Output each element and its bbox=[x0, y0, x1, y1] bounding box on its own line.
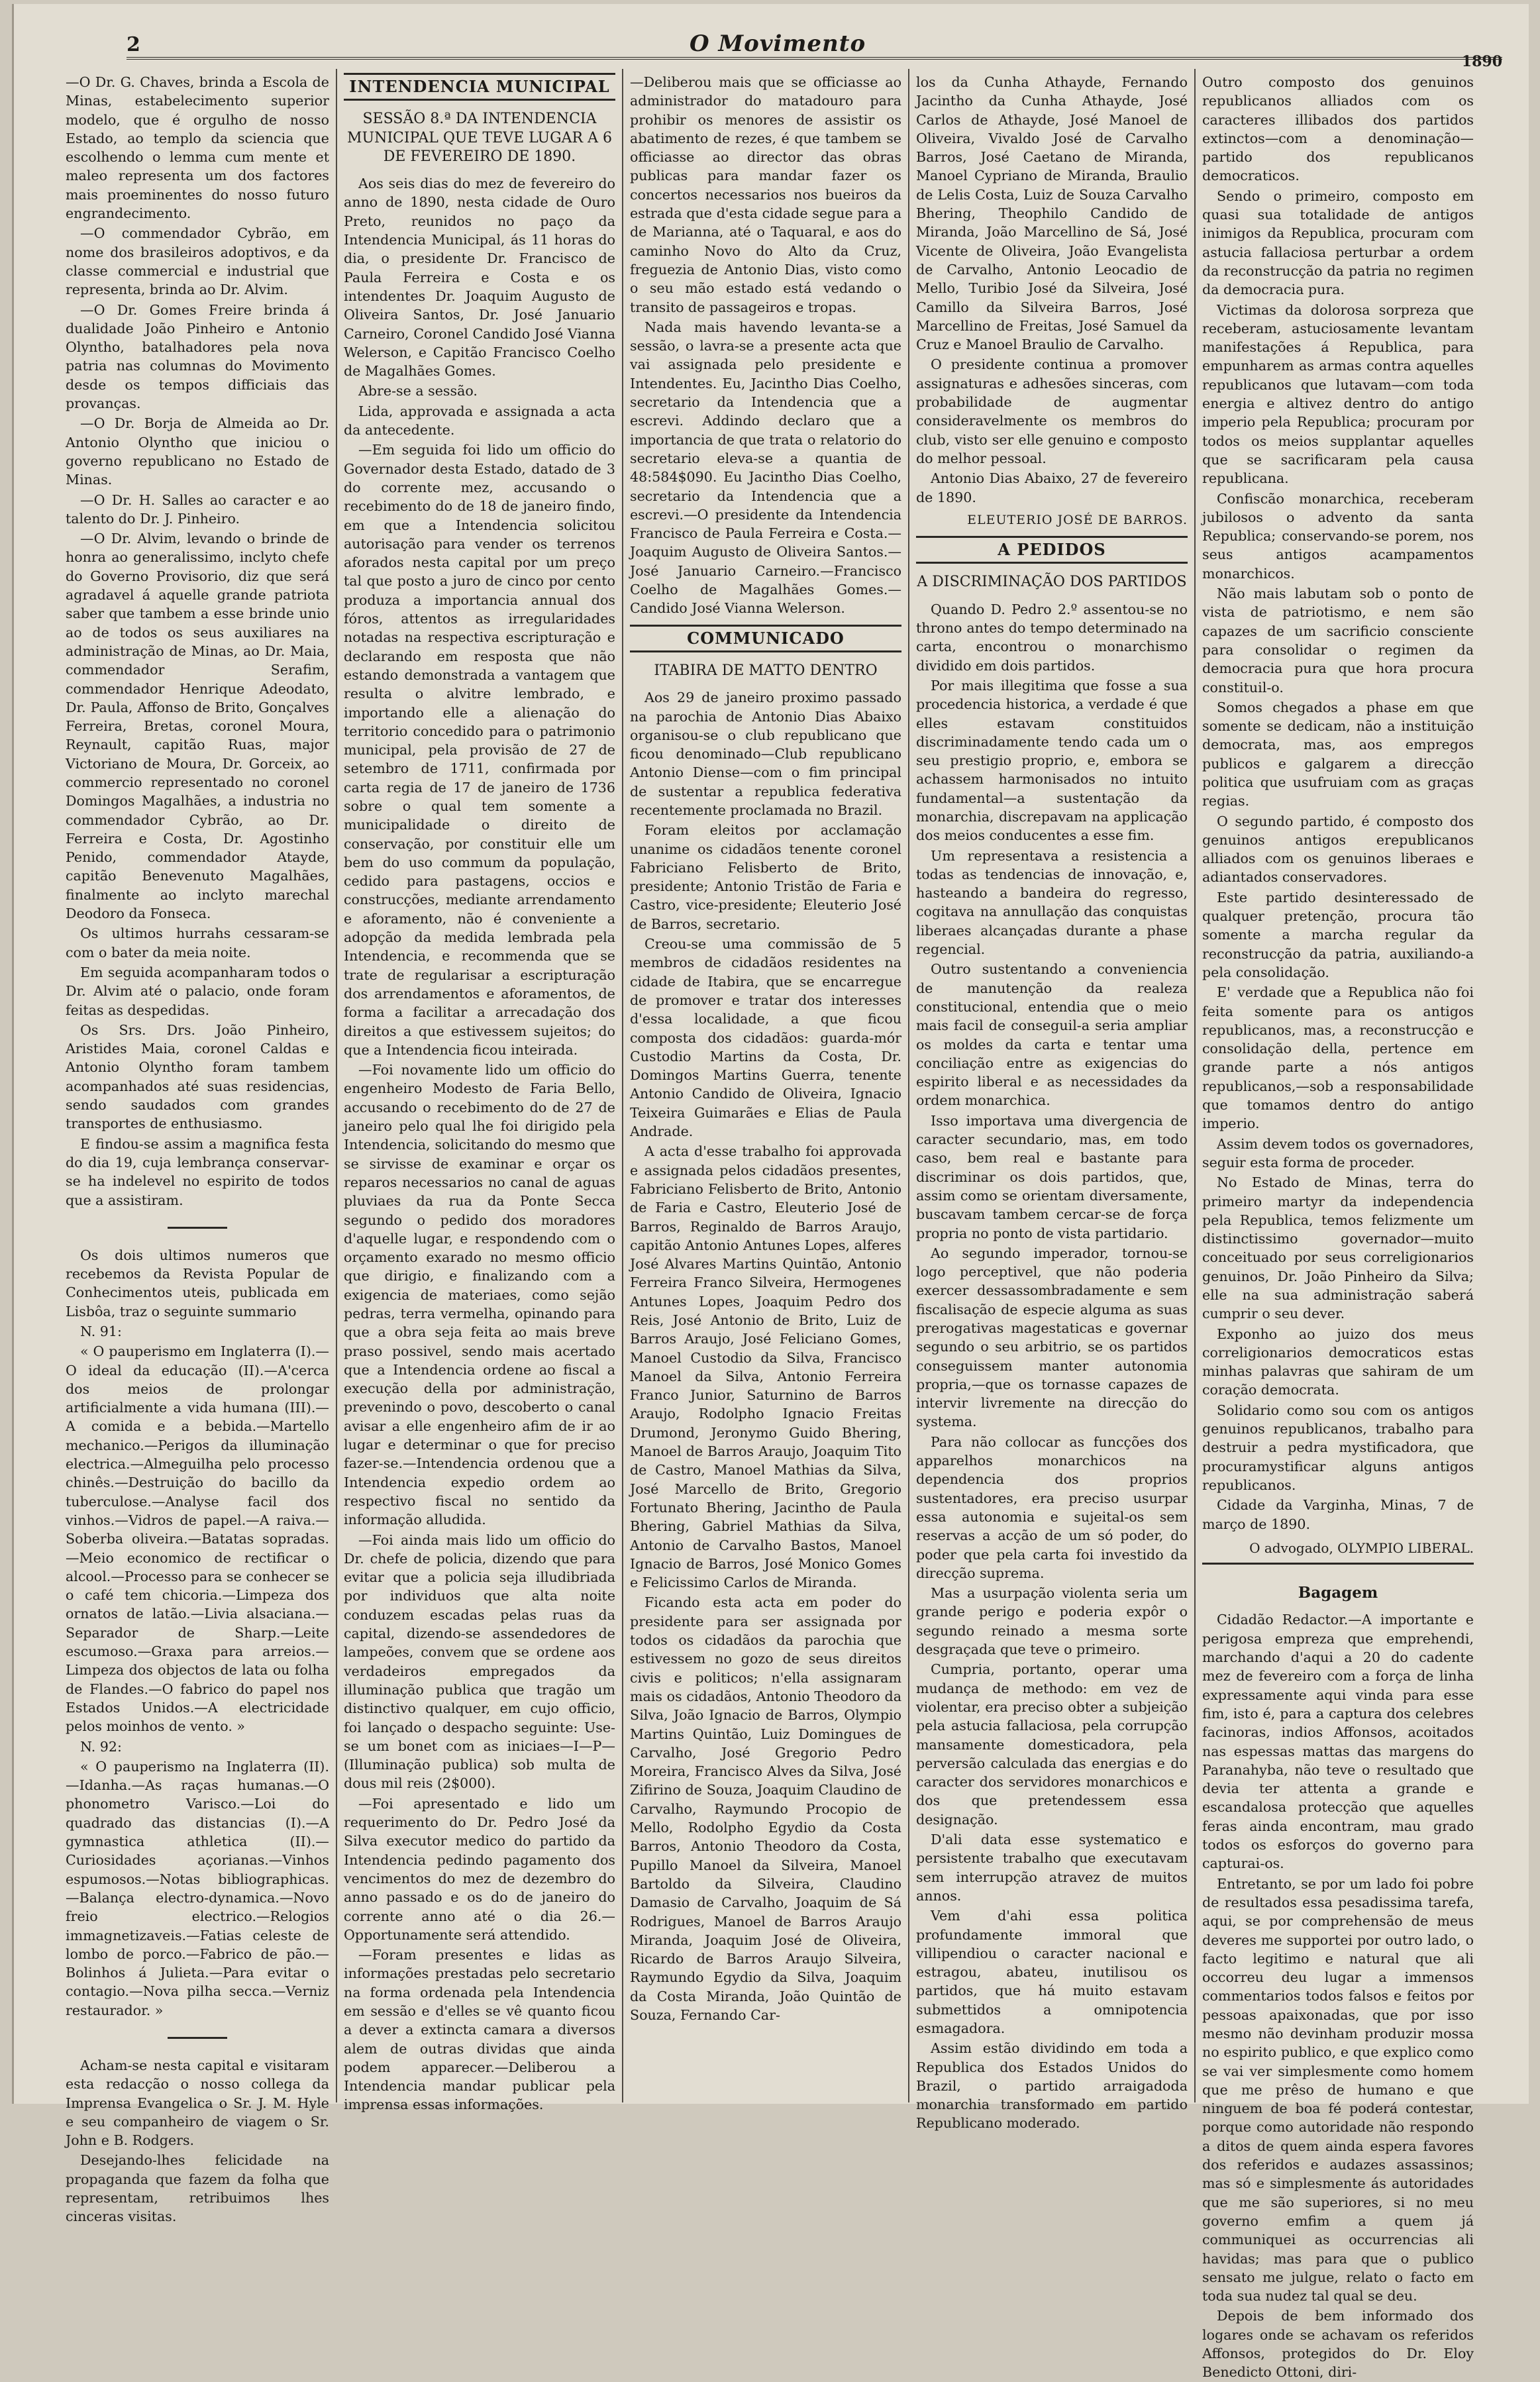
paragraph: Abre-se a sessão. bbox=[358, 383, 478, 399]
section-title-bagagem: Bagagem bbox=[1298, 1584, 1378, 1602]
section-subhead: SESSÃO 8.ª DA INTENDENCIA MUNICIPAL QUE TEVE LUGAR A 6 DE FEVEREIRO DE 1890. bbox=[347, 111, 612, 165]
paragraph: E' verdade que a Republica não foi feita somente para os antigos republicanos, mas, a reconstrucção e consolidação della, pertence em grande parte a nós antigos republicanos,—sob a responsabilidade que tomamos dentro do antigo imperio. bbox=[1202, 984, 1474, 1132]
column-1 bbox=[66, 73, 329, 2225]
section-divider bbox=[168, 2037, 227, 2039]
paragraph: Foram eleitos por acclamação unanime os cidadãos tenente coronel Fabriciano Felisberto de Brito, presidente; Antonio Tristão de Faria e Castro, vice-presidente; Eleuterio José de Barros, secretario. bbox=[630, 822, 901, 932]
masthead bbox=[14, 4, 1529, 70]
column-2 bbox=[344, 73, 615, 2113]
paragraph: Sendo o primeiro, composto em quasi sua totalidade de antigos inimigos da Republica, procuram com astucia fallaciosa perturbar a ordem da reconstrucção da patria no regimen da democracia pura. bbox=[1202, 187, 1474, 298]
paragraph: Em seguida acompanharam todos o Dr. Alvim até o palacio, onde foram feitas as despedidas. bbox=[66, 964, 329, 1018]
paragraph: —O Dr. G. Chaves, brinda a Escola de Minas, estabelecimento superior modelo, que é orgulho de nosso Estado, ao templo da sciencia que escolhendo o lemma cum mente et maleo representa um dos factores mais proeminentes do nosso futuro engrandecimento. bbox=[66, 74, 329, 222]
paragraph: —O Dr. Gomes Freire brinda á dualidade João Pinheiro e Antonio Olyntho, batalhadores pela nova patria nas columnas do Movimento desde os tempos difficiais das provanças. bbox=[66, 301, 329, 412]
section-banner-communicado: COMMUNICADO bbox=[630, 625, 901, 652]
paragraph: Este partido desinteressado de qualquer pretenção, procura tão somente a marcha regular da reconstrucção da patria, auxiliando-a pela consolidação. bbox=[1202, 889, 1474, 980]
paragraph: Entretanto, se por um lado foi pobre de resultados essa pesadissima tarefa, aqui, se por comprehensão de meus deveres me supportei por outro lado, o facto legitimo e natural que ali occorreu deu lugar a immensos commentarios todos falsos e feitos por pessoas apaixonadas, que por isso mesmo não devinham produzir mossa no espirito publico, e que explico como se vai ver simplesmente como homem que me prêso de humano e que ninguem de boa fé poderá contestar, porque como autoridade não respondo a ditos de quem ainda espera favores dos referidos e audazes assassinos; mas só e simplesmente ás autoridades que me são superiores, si no meu governo emfim a quem já communiquei as occurrencias ali havidas; mas para que o publico sensato me julgue, relato o facto em toda sua nudez tal qual se deu. bbox=[1202, 1875, 1474, 2304]
paragraph: Cidadão Redactor.—A importante e perigosa empreza que emprehendi, marchando d'aqui a 20 do cadente mez de fevereiro com a força de linha expressamente aqui vinda para esse fim, isto é, para a captura dos celebres facinoras, indios Affonsos, acoitados nas espessas mattas das margens do Paranahyba, não teve o resultado que devia ter attenta a grande e escandalosa protecção que aquelles feras ainda encontram, mau grado todos os esforços do governo para capturai-os. bbox=[1202, 1612, 1474, 1872]
paragraph: Os ultimos hurrahs cessaram-se com o bater da meia noite. bbox=[66, 925, 329, 960]
paragraph: A acta d'esse trabalho foi approvada e assignada pelos cidadãos presentes, Fabriciano Felisberto de Brito, Antonio de Faria e Castro, Eleuterio José de Barros, Reginaldo de Barros Araujo, capitão Antonio Antunes Lopes, alferes José Alvares Martins Quintão, Antonio Ferreira Franco Silveira, Hermogenes Antunes Lopes, Joaquim Pedro dos Reis, José Antonio de Brito, Luiz de Barros Araujo, José Feliciano Gomes, Manoel Custodio da Silva, Francisco Manoel da Silva, Antonio Ferreira Franco Junior, Saturnino de Barros Araujo, Rodolpho Ignacio Freitas Drumond, Jeronymo Guido Bhering, Manoel de Barros Araujo, Joaquim Tito de Castro, Manoel Mathias da Silva, José Marcello de Brito, Gregorio Fortunato Bhering, Jacintho de Paula Bhering, Gabriel Mathias da Silva, Antonio de Carvalho Bastos, Manoel Ignacio de Barros, José Monico Gomes e Felicissimo Carlos de Miranda. bbox=[630, 1143, 901, 1591]
section-subhead: ITABIRA DE MATTO DENTRO bbox=[654, 662, 878, 679]
paragraph: « O pauperismo em Inglaterra (I).—O ideal da educação (II).—A'cerca dos meios de prolongar artificialmente a vida humana (III).—A comida e a bebida.—Martello mechanico.—Perigos da illuminação electrica.—Almeguilha pelo processo chinês.—Destruição do bacillo da tuberculose.—Analyse facil dos vinhos.—Vidros de papel.—A raiva.—Soberba oliveira.—Batatas sopradas.—Meio economico de rectificar o alcool.—Processo para se conhecer se o café tem chicoria.—Limpeza dos ornatos de latão.—Livia alsaciana.—Separador de Sharp.—Leite escumoso.—Graxa para arreios.—Limpeza dos objectos de lata ou folha de Flandes.—O fabrico do papel nos Estados Unidos.—A electricidade pelos moinhos de vento. » bbox=[66, 1343, 329, 1735]
column-3 bbox=[630, 73, 901, 2100]
paragraph: Confiscão monarchica, receberam jubilosos o advento da santa Republica; conservando-se porem, nos seus antigos acampamentos monarchicos. bbox=[1202, 490, 1474, 582]
paragraph: Vem d'ahi essa politica profundamente immoral que villipendiou o caracter nacional e estragou, abateu, inutilisou os partidos, que há muito estavam submettidos a omnipotencia esmagadora. bbox=[916, 1908, 1188, 2036]
section-divider bbox=[168, 1227, 227, 1229]
paragraph: Assim devem todos os governadores, seguir esta forma de proceder. bbox=[1202, 1135, 1474, 1170]
newspaper-title: O Movimento bbox=[690, 30, 866, 57]
paragraph: Creou-se uma commissão de 5 membros de cidadãos residentes na cidade de Itabira, que se encarregue de promover e tratar dos interesses d'essa localidade, a que ficou composta dos cidadãos: guarda-mór Custodio Martins da Costa, Dr. Domingos Martins Guerra, tenente Antonio Candido de Oliveira, Ignacio Teixeira Guimarães e Elias de Paula Andrade. bbox=[630, 936, 901, 1140]
paragraph: D'ali data esse systematico e persistente trabalho que executavam sem interrupção atravez de muitos annos. bbox=[916, 1832, 1188, 1904]
section-banner-a-pedidos: A PEDIDOS bbox=[916, 536, 1188, 564]
paragraph: —O Dr. Alvim, levando o brinde de honra ao generalissimo, inclyto chefe do Governo Provisorio, diz que será agradavel á aquelle grande patriota saber que tambem a esse brinde unio ao de todos os seus auxiliares na administração de Minas, ao Dr. Maia, commendador Serafim, commendador Henrique Adeodato, Dr. Paula, Affonso de Brito, Gonçalves Ferreira, Bretas, coronel Moura, Reynault, capitão Ruas, major Victoriano de Moura, Dr. Gorceix, ao commercio representado no coronel Domingos Magalhães, a industria no commendador Cybrão, ao Dr. Ferreira e Costa, Dr. Agostinho Penido, commendador Atayde, capitão Benevenuto Magalhães, finalmente ao inclyto marechal Deodoro da Fonseca. bbox=[66, 531, 329, 922]
paragraph: —O Dr. Borja de Almeida ao Dr. Antonio Olyntho que iniciou o governo republicano no Estado de Minas. bbox=[66, 415, 329, 488]
paragraph: Ficando esta acta em poder do presidente para ser assignada por todos os cidadãos da parochia que estivessem no gozo de seus direitos civis e politicos; n'ella assignaram mais os cidadãos, Antonio Theodoro da Silva, João Ignacio de Barros, Olympio Martins Quintão, Luiz Domingues de Carvalho, José Gregorio Pedro Moreira, Francisco Alves da Silva, José Zifirino de Souza, Joaquim Claudino de Carvalho, Raymundo Procopio de Mello, Rodolpho Egydio da Costa Barros, Antonio Theodoro da Costa, Pupillo Manoel da Silveira, Manoel Bartoldo da Silveira, Claudino Damasio de Carvalho, Joaquim de Sá Rodrigues, Manoel de Barros Araujo Miranda, Joaquim José de Oliveira, Ricardo de Barros Araujo Silveira, Raymundo Egydio da Silva, Joaquim da Costa Miranda, João Quintão de Souza, Fernando Car- bbox=[630, 1594, 901, 2023]
paragraph: « O pauperismo na Inglaterra (II).—Idanha.—As raças humanas.—O phonometro Varisco.—Loi do quadrado das distancias (I).—A gymnastica athletica (II).—Curiosidades açorianas.—Vinhos espumosos.—Notas bibliographicas.—Balança electro-dynamica.—Novo freio electrico.—Relogios immagnetizaveis.—Fatias celeste de lombo de porco.—Fabrico de pão.—Bolinhos á Julieta.—Para evitar o contagio.—Nova pilha secca.—Verniz restaurador. » bbox=[66, 1758, 329, 2018]
paragraph: Solidario como sou com os antigos genuinos republicanos, trabalho para destruir a pedra mystificadora, que procuramystificar alguns antigos republicanos. bbox=[1202, 1402, 1474, 1493]
paragraph: Ao segundo imperador, tornou-se logo perceptivel, que não poderia exercer dessassombradamente e sem fiscalisação de especie alguma as suas prerogativas magestaticas e governar segundo o seu arbitrio, se os partidos conseguissem manter autonomia propria,—que os tornasse capazes de intervir livremente na direcção do systema. bbox=[916, 1245, 1188, 1430]
column-separator bbox=[1194, 69, 1196, 2102]
section-subhead: A DISCRIMINAÇÃO DOS PARTIDOS bbox=[917, 574, 1187, 591]
paragraph: Depois de bem informado dos logares onde se achavam os referidos Affonsos, protegidos do Dr. Eloy Benedicto Ottoni, diri- bbox=[1202, 2308, 1474, 2381]
page-number-right: 1890 bbox=[1461, 53, 1502, 70]
paragraph: —Em seguida foi lido um officio do Governador desta Estado, datado de 3 do corrente mez, accusando o recebimento do de 18 de janeiro findo, em que a Intendencia solicitou autorisação para vender os terrenos aforados nesta capital por um preço tal que posto a juro de cinco por cento produza a importancia annual dos fóros, attentos as irregularidades notadas na respectiva escripturação e declarando em resposta que não estando demonstrada a vantagem que resulta o alvitre lembrado, e importando elle a alienação do territorio concedido para o patrimonio municipal, pela provisão de 27 de setembro de 1711, confirmada por carta regia de 17 de janeiro de 1736 sobre o qual tem somente a municipalidade o direito de conservação, por constituir elle um bem do uso commum da população, cedido para pastagens, occios e construcções, mediante arrendamento e aforamento, não é conveniente a adopção da medida lembrada pela Intendencia, e recommenda que se trate de regularisar a escripturação dos arrendamentos e aforamentos, de forma a facilitar a arrecadação dos direitos a que estivessem sujeitos; do que a Intendencia ficou inteirada. bbox=[344, 442, 615, 1058]
paragraph: —O commendador Cybrão, em nome dos brasileiros adoptivos, e da classe commercial e industrial que representa, brinda ao Dr. Alvim. bbox=[66, 225, 329, 298]
paragraph: Lida, approvada e assignada a acta da antecedente. bbox=[344, 403, 615, 439]
paragraph: E findou-se assim a magnifica festa do dia 19, cuja lembrança conservar-se ha indelevel no espirito de todos que a assistiram. bbox=[66, 1135, 329, 1208]
paragraph: Para não collocar as funcções dos apparelhos monarchicos na dependencia dos proprios sustentadores, era preciso usurpar essa autonomia e sujeital-os sem reservas a acção de um só poder, do poder que pela carta foi investido da direcção suprema. bbox=[916, 1433, 1188, 1581]
paragraph: Quando D. Pedro 2.º assentou-se no throno antes do tempo determinado na carta, encontrou o monarchismo dividido em dois partidos. bbox=[916, 601, 1188, 674]
paragraph: Desejando-lhes felicidade na propaganda que fazem da folha que representam, retribuimos lhes cinceras visitas. bbox=[66, 2152, 329, 2225]
paragraph: —Foi ainda mais lido um officio do Dr. chefe de policia, dizendo que para evitar que a policia seja illudibriada por individuos que alta noite conduzem escadas pelas ruas da capital, dizendo-se assendedores de lampeões, convem que se ordene aos verdadeiros empregados da illuminação publica que tragão um distinctivo qualquer, em cujo officio, foi lançado o despacho seguinte: Use-se um bonet com as iniciaes—I—P—(Illuminação publica) sob multa de dous mil reis (2$000). bbox=[344, 1531, 615, 1792]
column-separator bbox=[336, 69, 337, 2102]
section-banner-intendencia: INTENDENCIA MUNICIPAL bbox=[344, 73, 615, 101]
paragraph: Nada mais havendo levanta-se a sessão, o lavra-se a presente acta que vai assignada pelo presidente e Intendentes. Eu, Jacintho Dias Coelho, secretario da Intendencia que a escrevi. Addindo declaro que a importancia de que trata o relatorio do secretario eleva-se a quantia de 48:584$090. Eu Jacintho Dias Coelho, secretario da Intendencia que a escrevi.—O presidente da Intendencia Francisco de Paula Ferreira e Costa.—Joaquim Augusto de Oliveira Santos.—José Januario Carneiro.—Francisco Coelho de Magalhães Gomes.—Candido José Vianna Welerson. bbox=[630, 319, 901, 617]
paragraph: Outro composto dos genuinos republicanos alliados com os caracteres illibados dos partidos extinctos—com a denominação—partido dos republicanos democraticos. bbox=[1202, 74, 1474, 184]
paragraph: Os Srs. Drs. João Pinheiro, Aristides Maia, coronel Caldas e Antonio Olyntho foram tambem acompanhados até suas residencias, sendo saudados com grandes transportes de enthusiasmo. bbox=[66, 1021, 329, 1132]
paragraph: los da Cunha Athayde, Fernando Jacintho da Cunha Athayde, José Carlos de Athayde, José Manoel de Oliveira, Vivaldo José de Carvalho Barros, José Caetano de Miranda, Manoel Cypriano de Miranda, Braulio de Lelis Costa, Luiz de Souza Carvalho Bhering, Theophilo Candido de Miranda, João Marcellino de Sá, José Vicente de Oliveira, João Evangelista de Carvalho, Antonio Leocadio de Mello, Turibio José da Silveira, José Camillo da Silveira Barros, José Marcellino de Freitas, José Samuel da Cruz e Manoel Braulio de Carvalho. bbox=[916, 74, 1188, 353]
paragraph: No Estado de Minas, terra do primeiro martyr da independencia pela Republica, temos felizmente um distinctissimo governador—muito conceituado por seus correligionarios genuinos, Dr. João Pinheiro da Silva; elle na sua administração saberá cumprir o seu dever. bbox=[1202, 1174, 1474, 1322]
paragraph: Não mais labutam sob o ponto de vista de patriotismo, e nem são capazes de um sacrificio consciente para consolidar o regimen da democracia pura que hora procura constituil-o. bbox=[1202, 586, 1474, 696]
paragraph: Os dois ultimos numeros que recebemos da Revista Popular de Conhecimentos uteis, publicada em Lisbôa, traz o seguinte summario bbox=[66, 1247, 329, 1320]
column-separator bbox=[622, 69, 623, 2102]
paragraph: Assim estão dividindo em toda a Republica dos Estados Unidos do Brazil, o partido arraigadoda monarchia transformado em partido Republicano moderado. bbox=[916, 2040, 1188, 2132]
paragraph: Acham-se nesta capital e visitaram esta redacção o nosso collega da Imprensa Evangelica o Sr. J. M. Hyle e seu companheiro de viagem o Sr. John e B. Rodgers. bbox=[66, 2057, 329, 2149]
paragraph: Outro sustentando a conveniencia de manutenção da realeza constitucional, entendia que o meio mais facil de conseguil-a seria ampliar os moldes da carta e tentar uma conciliação entre as exigencias do espirito liberal e as necessidades da ordem monarchica. bbox=[916, 961, 1188, 1109]
column-4 bbox=[916, 73, 1188, 2132]
paragraph: Cidade da Varginha, Minas, 7 de março de 1890. bbox=[1202, 1497, 1474, 1532]
page-number-left: 2 bbox=[127, 33, 140, 56]
newspaper-page bbox=[12, 4, 1529, 2381]
column-separator bbox=[908, 69, 909, 2102]
section-rule bbox=[1202, 1563, 1474, 1569]
paragraph: N. 92: bbox=[80, 1738, 122, 1755]
signature: O advogado, OLYMPIO LIBERAL. bbox=[1249, 1539, 1474, 1556]
paragraph: Somos chegados a phase em que somente se dedicam, não a instituição democrata, mas, aos empregos publicos e galgarem a direcção politica que usufruiam com as graças regias. bbox=[1202, 699, 1474, 809]
paragraph: —Foram presentes e lidas as informações prestadas pelo secretario na forma ordenada pela Intendencia em sessão e d'elles se vê quanto ficou a dever a extincta camara a diversos alem de outras dividas que ainda podem apparecer.—Deliberou a Intendencia mandar publicar pela imprensa essas informações. bbox=[344, 1947, 615, 2113]
paragraph: Cumpria, portanto, operar uma mudança de methodo: em vez de violentar, era preciso obter a subjeição pela astucia fallaciosa, pela corrupção mansamente domesticadora, pela perversão calculada das energias e do caracter dos servidores monarchicos e dos que pretendessem essa designação. bbox=[916, 1661, 1188, 1828]
paragraph: Victimas da dolorosa sorpreza que receberam, astuciosamente levantam manifestações á Republica, para empunharem as armas contra aquelles republicanos que lutavam—com toda energia e altivez dentro do antigo imperio pela Republica; procuram por todos os meios supplantar aquelles que se sacrificaram pela causa republicana. bbox=[1202, 301, 1474, 487]
paragraph: Um representava a resistencia a todas as tendencias de innovação, e, hasteando a bandeira do regresso, cogitava na annullação das conquistas liberaes alcançadas durante a phase regencial. bbox=[916, 847, 1188, 958]
signature: ELEUTERIO JOSÉ DE BARROS. bbox=[967, 512, 1188, 527]
paragraph: —O Dr. H. Salles ao caracter e ao talento do Dr. J. Pinheiro. bbox=[66, 492, 329, 527]
paragraph: O segundo partido, é composto dos genuinos antigos erepublicanos alliados com os genuinos liberaes e adiantados conservadores. bbox=[1202, 813, 1474, 886]
paragraph: —Deliberou mais que se officiasse ao administrador do matadouro para prohibir os menores de assistir os abatimento de rezes, é que tambem se officiasse ao director das obras publicas para mandar fazer os concertos necessarios nos bueiros da estrada que d'esta cidade segue para a de Marianna, até o Taquaral, e aos do caminho Novo do Alto da Cruz, freguezia de Antonio Dias, visto como o seu mão estado está vedando o transito de passageiros e tropas. bbox=[630, 74, 901, 315]
paragraph: —Foi apresentado e lido um requerimento do Dr. Pedro José da Silva executor medico do partido da Intendencia pedindo pagamento dos vencimentos do mez de dezembro do anno passado e os do de janeiro do corrente anno até o dia 26.—Opportunamente será attendido. bbox=[344, 1795, 615, 1943]
paragraph: Aos 29 de janeiro proximo passado na parochia de Antonio Dias Abaixo organisou-se o club republicano que ficou denominado—Club republicano Antonio Diense—com o fim principal de sustentar a republica federativa recentemente proclamada no Brazil. bbox=[630, 690, 901, 818]
paragraph: —Foi novamente lido um officio do engenheiro Modesto de Faria Bello, accusando o recebimento do de 27 de janeiro pelo qual lhe foi dirigido pela Intendencia, solicitando do mesmo que se sirvisse de examinar e orçar os reparos necessarios no canal de aguas pluviaes da rua da Ponte Secca segundo o pedido dos moradores d'aquelle lugar, e respondendo com o orçamento exarado no mesmo officio que dirigio, e finalizando com a exigencia de materiaes, como sejão pedras, terra vermelha, opinando para que a obra seja feita ao mais breve praso possivel, sendo mais acertado que a Intendencia ordene ao fiscal a execução della por administração, prevenindo o povo, descoberto o canal avisar a elle engenheiro afim de ir ao lugar e determinar o que for preciso fazer-se.—Intendencia ordenou que a Intendencia expedio ordem ao respectivo fiscal no sentido da informação alludida. bbox=[344, 1062, 615, 1528]
masthead-rule bbox=[127, 57, 1502, 60]
paragraph: Isso importava uma divergencia de caracter secundario, mas, em todo caso, bem real e bastante para discriminar os dois partidos, que, assim como se orientam diversamente, buscavam tambem cercar-se de força propria no ponto de vista partidario. bbox=[916, 1112, 1188, 1241]
paragraph: Aos seis dias do mez de fevereiro do anno de 1890, nesta cidade de Ouro Preto, reunidos no paço da Intendencia Municipal, ás 11 horas do dia, o presidente Dr. Francisco de Paula Ferreira e Costa e os intendentes Dr. Joaquim Augusto de Oliveira Santos, Dr. José Januario Carneiro, Coronel Candido José Vianna Welerson, e Capitão Francisco Coelho de Magalhães Gomes. bbox=[344, 176, 615, 380]
paragraph: Antonio Dias Abaixo, 27 de fevereiro de 1890. bbox=[916, 470, 1188, 505]
column-5 bbox=[1202, 73, 1474, 2381]
paragraph: Exponho ao juizo dos meus correligionarios democraticos estas minhas palavras que sahiram de um coração democrata. bbox=[1202, 1325, 1474, 1398]
paragraph: Por mais illegitima que fosse a sua procedencia historica, a verdade é que elles estavam constituidos discriminadamente tendo cada um o seu prestigio proprio, e, embora se achassem harmonisados no intuito fundamental—a sustentação da monarchia, discrepavam na applicação dos meios conducentes a esse fim. bbox=[916, 677, 1188, 844]
paragraph: N. 91: bbox=[80, 1323, 122, 1339]
paragraph: Mas a usurpação violenta seria um grande perigo e poderia expôr o segundo reinado a mesma sorte desgraçada que teve o primeiro. bbox=[916, 1585, 1188, 1658]
paragraph: O presidente continua a promover assignaturas e adhesões sinceras, com probabilidade de augmentar consideravelmente os membros do club, visto ser elle genuino e composto do melhor pessoal. bbox=[916, 356, 1188, 466]
